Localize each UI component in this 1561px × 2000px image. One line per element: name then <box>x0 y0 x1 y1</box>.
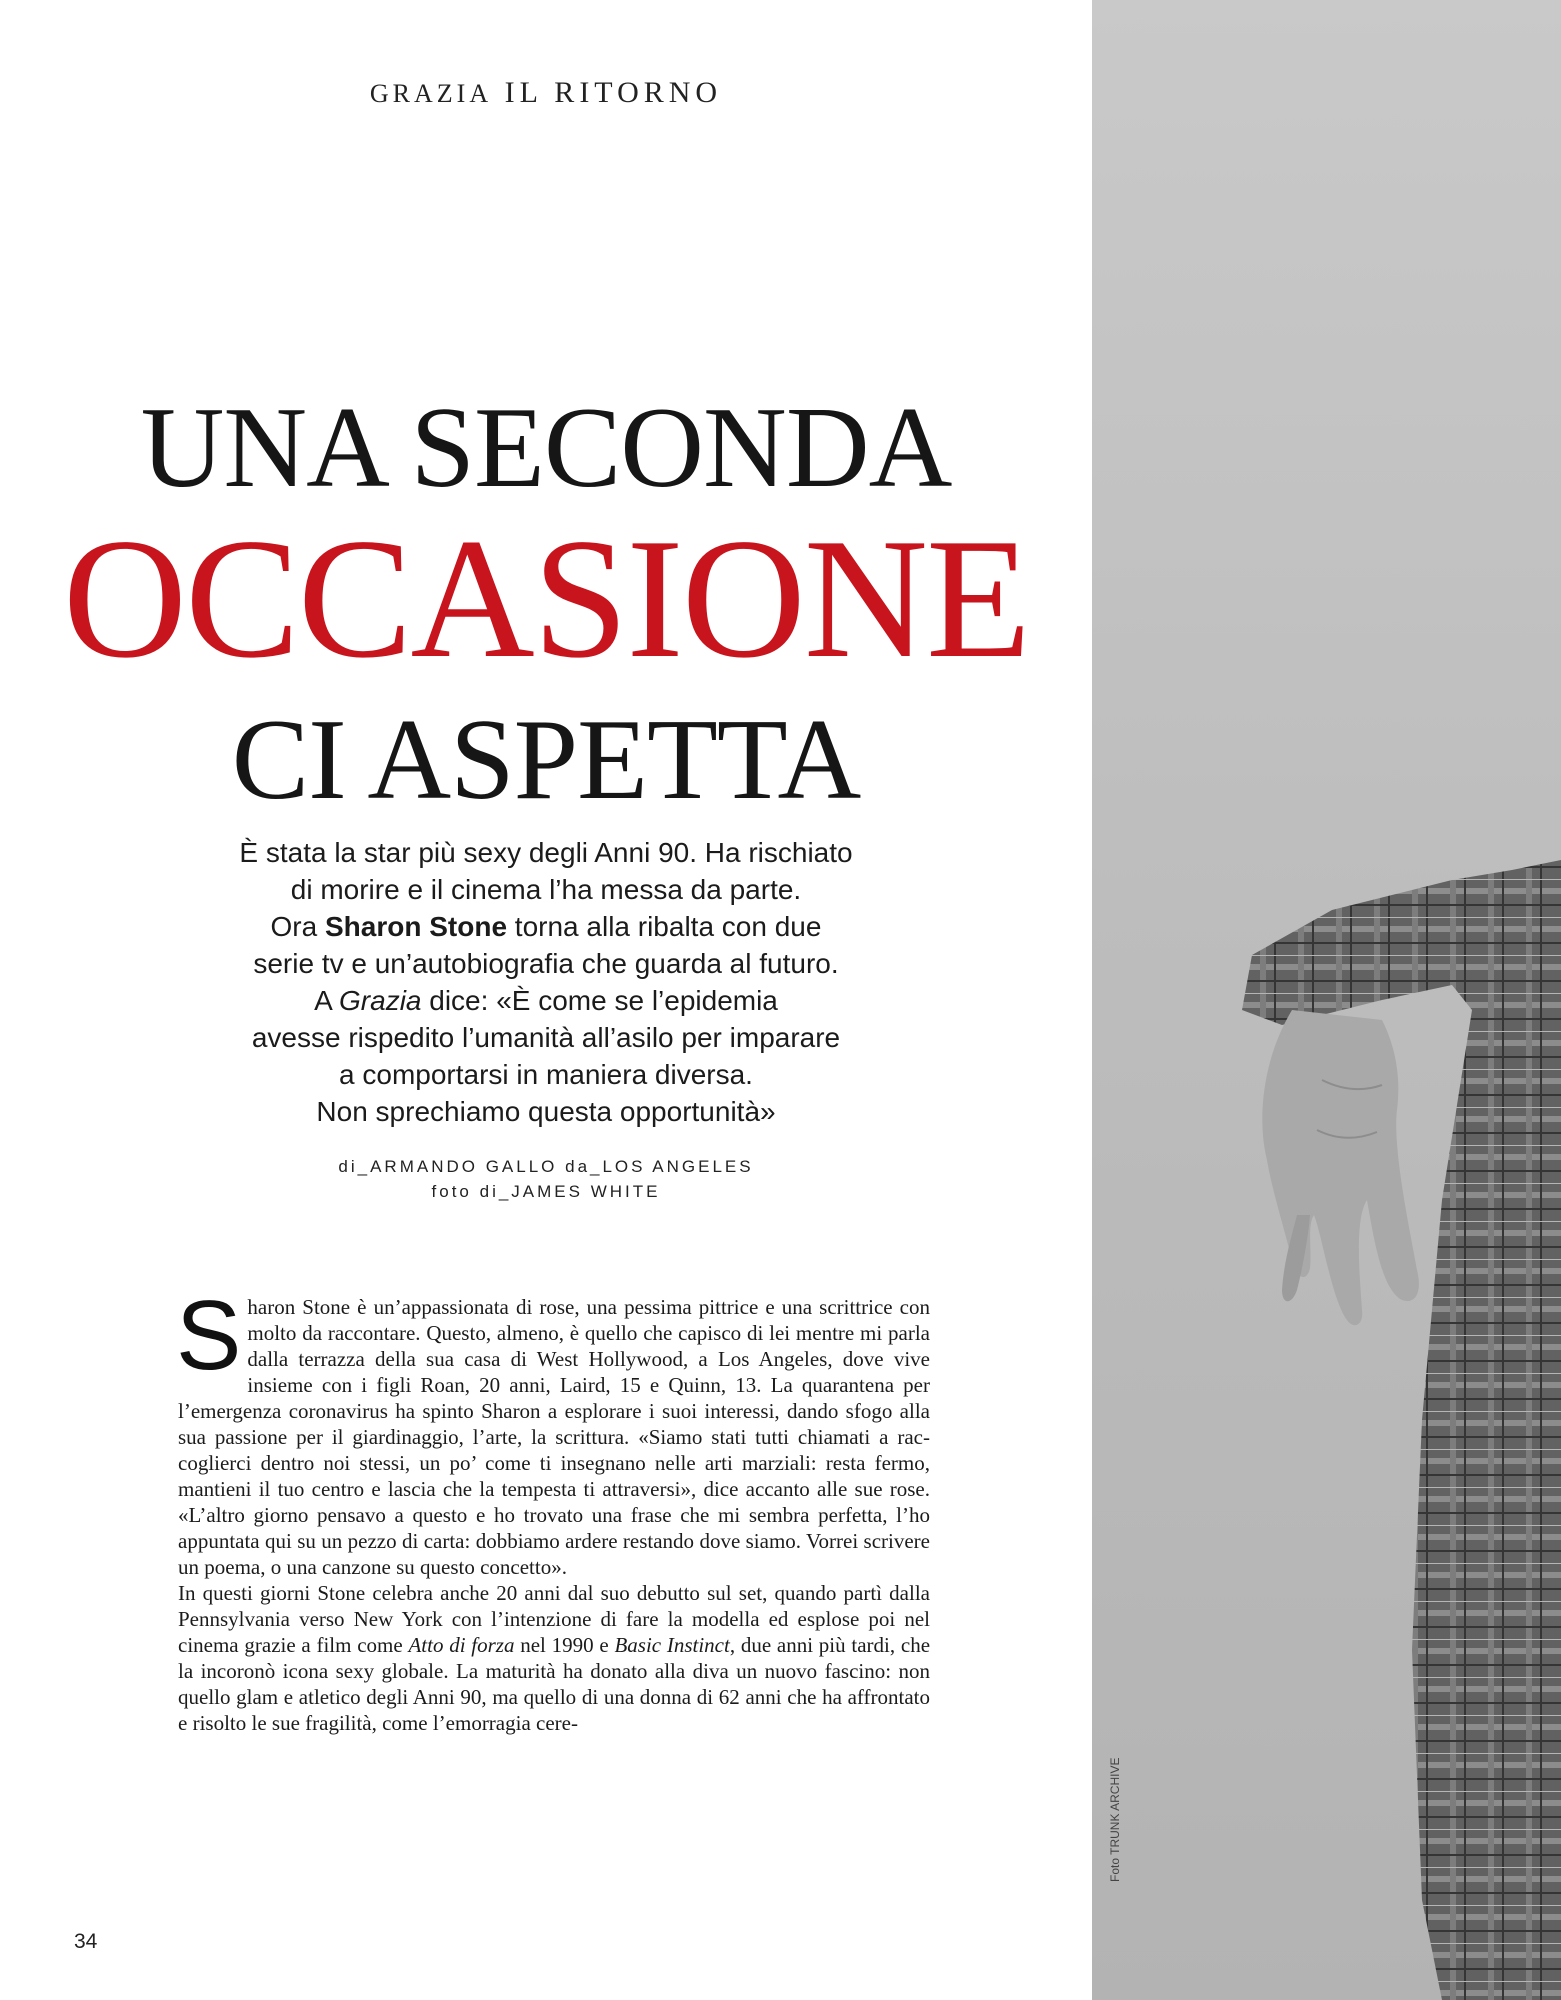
film-title: Atto di forza <box>408 1633 515 1657</box>
section-name: IL RITORNO <box>504 76 723 109</box>
byline-author: di_ARMANDO GALLO da_LOS ANGELES <box>338 1157 754 1176</box>
standfirst-line <box>150 982 942 1019</box>
standfirst-line: avesse rispedito l’umanità all’asilo per imparare <box>251 1022 841 1053</box>
paragraph-text: nel 1990 e <box>514 1633 615 1657</box>
article-paragraph-2 <box>178 1580 930 1736</box>
photo-figure-illustration <box>1092 0 1561 2000</box>
standfirst-bold-name: Sharon Stone <box>325 911 508 942</box>
headline-text-1: UNA SECONDA <box>140 384 952 512</box>
paragraph-text: In questi giorni Stone celebra anche 20 anni dal suo debutto sul set, quando partì dalla Pennsylvania verso New York con l’intenzione di fare la modella ed esplose poi nel cinema grazie a film come <box>178 1581 930 1657</box>
page-number: 34 <box>74 1930 98 1953</box>
headline-text-2: OCCASIONE <box>62 504 1030 694</box>
headline-text-3: CI ASPETTA <box>231 696 861 824</box>
headline-line-2 <box>0 501 1092 698</box>
byline <box>150 1154 942 1204</box>
article-paragraph-1 <box>176 1280 930 1580</box>
standfirst-text: torna alla ribalta con due <box>507 911 822 942</box>
headline-line-1 <box>0 382 1092 515</box>
headline-line-3 <box>0 694 1092 827</box>
standfirst <box>150 834 942 1130</box>
standfirst-text: A <box>314 985 340 1016</box>
standfirst-line <box>150 908 942 945</box>
standfirst-text: Ora <box>270 911 325 942</box>
drop-cap: S <box>176 1280 242 1390</box>
cover-photo <box>1092 0 1561 2000</box>
standfirst-line: di morire e il cinema l’ha messa da parte. <box>290 874 802 905</box>
paragraph-text: haron Stone è un’appassionata di rose, una pessima pittrice e una scrittrice con molto da raccontare. Questo, almeno, è quello che capisco di lei mentre mi parla dalla terrazza della sua casa di West Hollywood, a Los Angeles, dove vive insieme con i figli Roan, 20 anni, Laird, 15 e Quinn, 13. La quarantena per l’emergenza coronavirus ha spinto Sharon a esplorare i suoi interessi, dando sfogo alla sua passione per il giardinaggio, l’arte, la scrittura. «Siamo stati tutti chiamati a rac-coglierci dentro noi stessi, un po’ come ti insegnano nelle arti marziali: resta fermo, mantieni il tuo centro e lascia che la tempesta ti attraversi», dice accanto alle sue rose. «L’altro giorno pensavo a questo e ho trovato una frase che mi sembra perfetta, l’ho appuntata qui su un pezzo di carta: dobbiamo ardere restando dove siamo. Vorrei scrivere un poema, o una canzone su questo concetto». <box>178 1295 930 1579</box>
film-title: Basic Instinct <box>614 1633 730 1657</box>
standfirst-italic-brand: Grazia <box>339 985 422 1016</box>
article-body <box>176 1280 931 1736</box>
standfirst-line: È stata la star più sexy degli Anni 90. Ha rischiato <box>239 837 853 868</box>
standfirst-line: serie tv e un’autobiografia che guarda al futuro. <box>253 948 839 979</box>
magazine-brand: GRAZIA <box>369 79 493 108</box>
standfirst-line: Non sprechiamo questa opportunità» <box>316 1096 776 1127</box>
paragraph-text: , due anni più tardi, che la incoronò icona sexy globale. La maturità ha donato alla diva un nuovo fascino: non quello glam e atletico degli Anni 90, ma quello di una donna di 62 anni che ha affrontato e risolto le sue fragilità, come l’emorragia cere- <box>178 1633 931 1735</box>
byline-photographer: foto di_JAMES WHITE <box>431 1182 661 1201</box>
section-kicker <box>0 76 1092 110</box>
standfirst-line: a comportarsi in maniera diversa. <box>339 1059 753 1090</box>
standfirst-text: dice: «È come se l’epidemia <box>421 985 778 1016</box>
photo-credit: Foto TRUNK ARCHIVE <box>1108 1757 1122 1882</box>
